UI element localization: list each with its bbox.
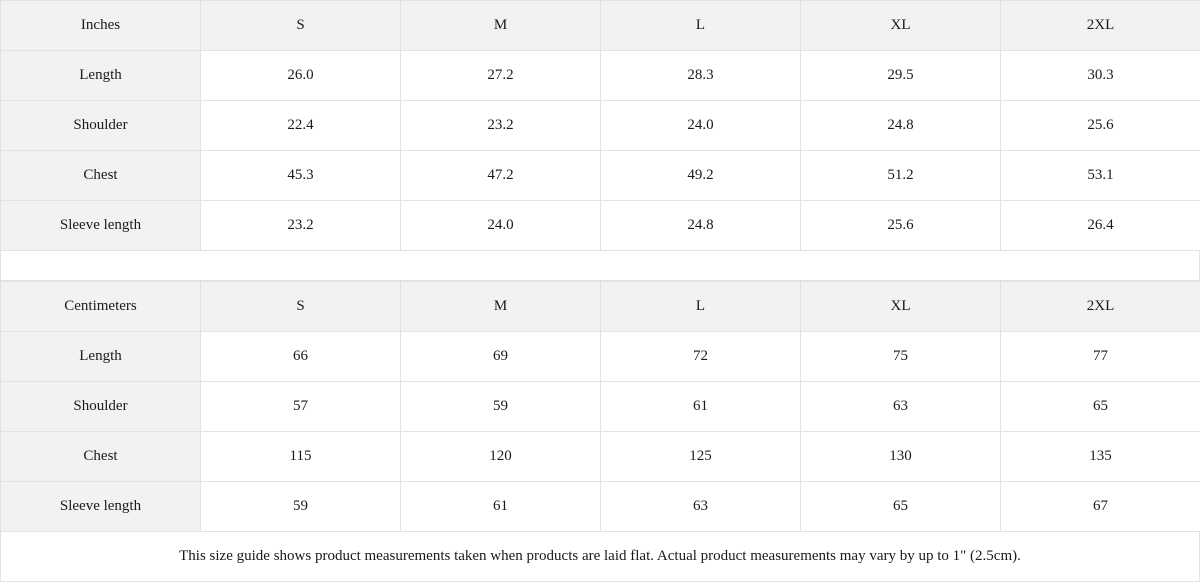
size-table-centimeters xyxy=(0,281,1200,532)
table-row xyxy=(1,51,1200,101)
column-header-2xl: 2XL xyxy=(1001,1,1200,51)
cell-length-2xl: 77 xyxy=(1001,332,1200,382)
cell-length-xl: 75 xyxy=(801,332,1001,382)
row-label-length: Length xyxy=(1,332,201,382)
table-row xyxy=(1,332,1200,382)
cell-chest-xl: 51.2 xyxy=(801,151,1001,201)
row-label-sleeve-length: Sleeve length xyxy=(1,482,201,532)
cell-chest-xl: 130 xyxy=(801,432,1001,482)
column-header-s: S xyxy=(201,282,401,332)
row-label-shoulder: Shoulder xyxy=(1,101,201,151)
cell-length-2xl: 30.3 xyxy=(1001,51,1200,101)
cell-sleeve-length-2xl: 67 xyxy=(1001,482,1200,532)
column-header-l: L xyxy=(601,282,801,332)
cell-shoulder-m: 23.2 xyxy=(401,101,601,151)
row-label-chest: Chest xyxy=(1,432,201,482)
cell-sleeve-length-l: 63 xyxy=(601,482,801,532)
table-row xyxy=(1,101,1200,151)
cell-chest-m: 47.2 xyxy=(401,151,601,201)
cell-chest-l: 125 xyxy=(601,432,801,482)
table-row xyxy=(1,201,1200,251)
size-guide-note: This size guide shows product measurements taken when products are laid flat. Actual product measurements may vary by up to 1" (2.5cm). xyxy=(0,532,1200,582)
table-row xyxy=(1,432,1200,482)
cell-length-s: 66 xyxy=(201,332,401,382)
cell-length-xl: 29.5 xyxy=(801,51,1001,101)
column-header-m: M xyxy=(401,1,601,51)
cell-chest-2xl: 135 xyxy=(1001,432,1200,482)
cell-length-l: 28.3 xyxy=(601,51,801,101)
cell-shoulder-l: 24.0 xyxy=(601,101,801,151)
cell-length-m: 69 xyxy=(401,332,601,382)
cell-shoulder-xl: 24.8 xyxy=(801,101,1001,151)
row-label-chest: Chest xyxy=(1,151,201,201)
cell-sleeve-length-2xl: 26.4 xyxy=(1001,201,1200,251)
column-header-s: S xyxy=(201,1,401,51)
column-header-l: L xyxy=(601,1,801,51)
table-header-row xyxy=(1,1,1200,51)
column-header-2xl: 2XL xyxy=(1001,282,1200,332)
cell-chest-s: 115 xyxy=(201,432,401,482)
cell-shoulder-2xl: 25.6 xyxy=(1001,101,1200,151)
row-label-shoulder: Shoulder xyxy=(1,382,201,432)
table-row xyxy=(1,151,1200,201)
cell-length-s: 26.0 xyxy=(201,51,401,101)
cell-chest-2xl: 53.1 xyxy=(1001,151,1200,201)
cell-sleeve-length-xl: 65 xyxy=(801,482,1001,532)
table-divider xyxy=(0,251,1200,281)
table-row xyxy=(1,482,1200,532)
cell-sleeve-length-s: 23.2 xyxy=(201,201,401,251)
cell-length-l: 72 xyxy=(601,332,801,382)
column-header-xl: XL xyxy=(801,282,1001,332)
cell-shoulder-2xl: 65 xyxy=(1001,382,1200,432)
cell-shoulder-l: 61 xyxy=(601,382,801,432)
row-label-length: Length xyxy=(1,51,201,101)
table-row xyxy=(1,382,1200,432)
unit-label-centimeters: Centimeters xyxy=(1,282,201,332)
column-header-m: M xyxy=(401,282,601,332)
row-label-sleeve-length: Sleeve length xyxy=(1,201,201,251)
unit-label-inches: Inches xyxy=(1,1,201,51)
cell-sleeve-length-s: 59 xyxy=(201,482,401,532)
cell-shoulder-s: 22.4 xyxy=(201,101,401,151)
cell-shoulder-s: 57 xyxy=(201,382,401,432)
cell-chest-s: 45.3 xyxy=(201,151,401,201)
cell-sleeve-length-m: 61 xyxy=(401,482,601,532)
cell-chest-m: 120 xyxy=(401,432,601,482)
cell-length-m: 27.2 xyxy=(401,51,601,101)
table-header-row xyxy=(1,282,1200,332)
cell-chest-l: 49.2 xyxy=(601,151,801,201)
cell-sleeve-length-m: 24.0 xyxy=(401,201,601,251)
cell-sleeve-length-xl: 25.6 xyxy=(801,201,1001,251)
size-table-inches xyxy=(0,0,1200,251)
cell-sleeve-length-l: 24.8 xyxy=(601,201,801,251)
cell-shoulder-xl: 63 xyxy=(801,382,1001,432)
cell-shoulder-m: 59 xyxy=(401,382,601,432)
column-header-xl: XL xyxy=(801,1,1001,51)
